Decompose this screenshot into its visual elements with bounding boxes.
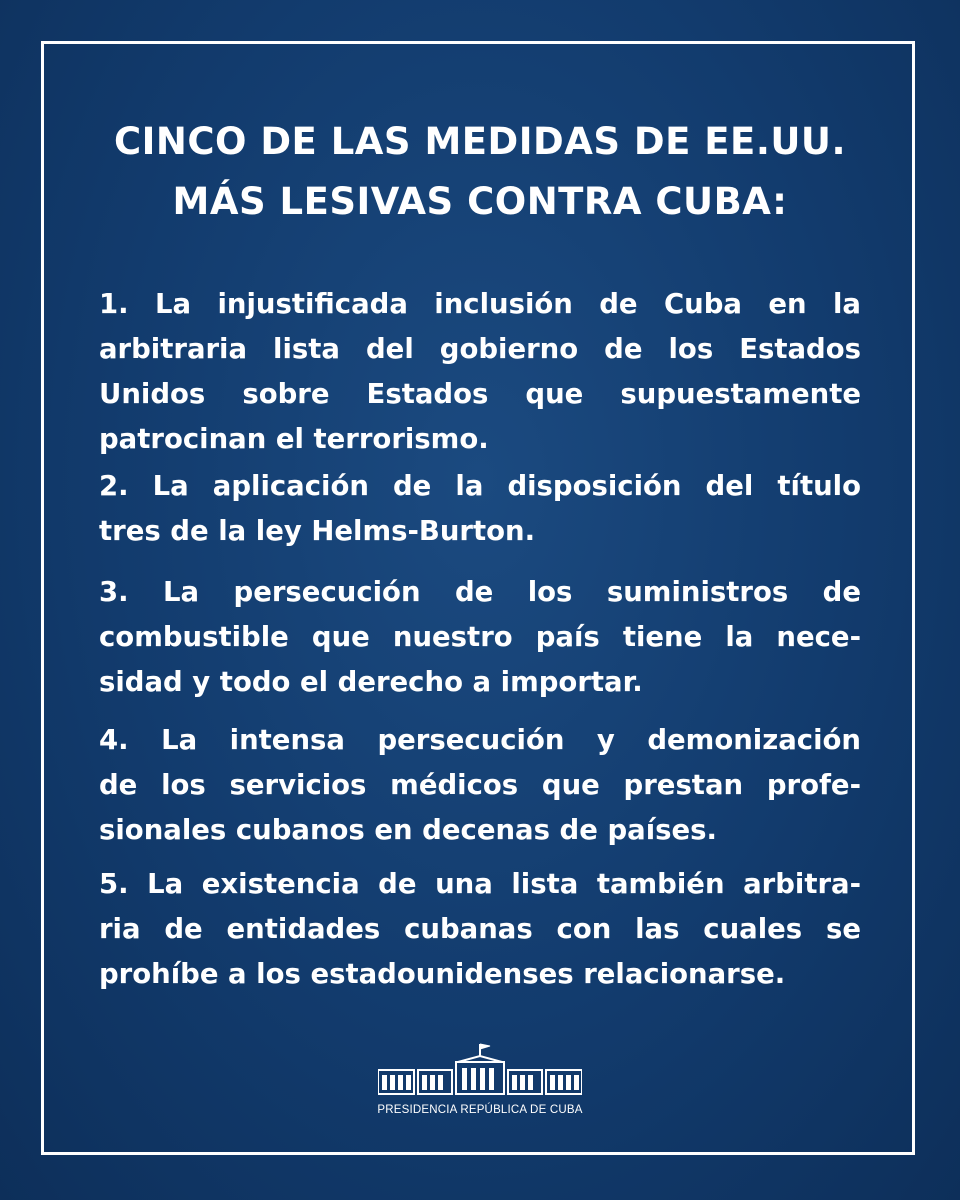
item-2-line-1: 2. La aplicación de la disposición del título: [99, 470, 861, 502]
measure-item-4: [99, 718, 861, 853]
item-5-line-1: 5. La existencia de una lista también arbitra-: [99, 868, 861, 900]
item-3-line-3: sidad y todo el derecho a importar.: [99, 666, 643, 698]
item-1-line-2: arbitraria lista del gobierno de los Estados: [99, 333, 861, 365]
page-title: [60, 112, 900, 232]
measure-item-2: [99, 464, 861, 554]
measure-item-1: [99, 282, 861, 462]
title-line-1: CINCO DE LAS MEDIDAS DE EE.UU.: [113, 120, 847, 163]
item-3-line-2: combustible que nuestro país tiene la nece-: [99, 621, 861, 653]
item-5-line-3: prohíbe a los estadounidenses relacionarse.: [99, 958, 786, 990]
item-4-line-1: 4. La intensa persecución y demonización: [99, 724, 861, 756]
item-1-line-1: 1. La injustificada inclusión de Cuba en la: [99, 288, 861, 320]
logo-caption: PRESIDENCIA REPÚBLICA DE CUBA: [377, 1104, 583, 1116]
item-5-line-2: ria de entidades cubanas con las cuales se: [99, 913, 861, 945]
item-3-line-1: 3. La persecución de los suministros de: [99, 576, 861, 608]
item-4-line-2: de los servicios médicos que prestan profe-: [99, 769, 861, 801]
title-line-2: MÁS LESIVAS CONTRA CUBA:: [172, 180, 788, 223]
item-4-line-3: sionales cubanos en decenas de países.: [99, 814, 717, 846]
presidencia-logo: [360, 1040, 600, 1130]
item-1-line-3: Unidos sobre Estados que supuestamente: [99, 378, 861, 410]
measure-item-5: [99, 862, 861, 997]
measure-item-3: [99, 570, 861, 705]
palace-building-icon: [378, 1040, 582, 1100]
item-1-line-4: patrocinan el terrorismo.: [99, 423, 489, 455]
item-2-line-2: tres de la ley Helms-Burton.: [99, 515, 536, 547]
